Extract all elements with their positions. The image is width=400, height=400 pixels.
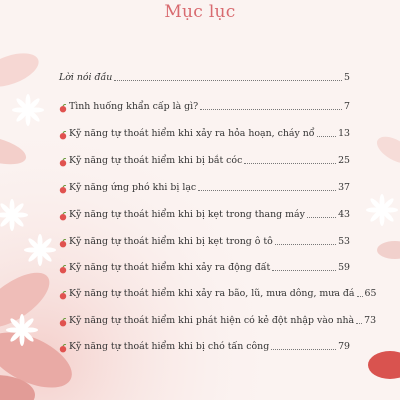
apple-icon — [59, 131, 69, 140]
toc-entry[interactable] — [59, 178, 350, 194]
dot-leader — [198, 190, 336, 191]
toc-entry-label: Kỹ năng tự thoát hiểm khi xảy ra động đất — [69, 262, 271, 273]
toc-entry-label: Tình huống khẩn cấp là gì? — [69, 101, 199, 112]
toc-entry-label: Kỹ năng tự thoát hiểm khi bị chó tấn công — [69, 341, 270, 352]
apple-icon — [59, 344, 69, 353]
dot-leader — [307, 217, 336, 218]
apple-icon — [59, 318, 69, 327]
dot-leader — [275, 244, 336, 245]
toc-entry-page: 7 — [344, 101, 350, 112]
dot-leader — [357, 296, 363, 297]
toc-entry-page: 79 — [338, 341, 350, 352]
toc-entry[interactable] — [59, 151, 350, 167]
dot-leader — [200, 109, 342, 110]
toc-entry-label: Kỹ năng tự thoát hiểm khi bị kẹt trong thang máy — [69, 209, 305, 220]
apple-icon — [59, 158, 69, 167]
dot-leader — [317, 136, 337, 137]
apple-icon — [59, 291, 69, 300]
toc-entry-page: 37 — [338, 182, 350, 193]
toc-entry-page: 5 — [344, 72, 350, 83]
dot-leader — [271, 349, 336, 350]
toc-entry[interactable] — [59, 232, 350, 248]
toc-entry-page: 53 — [338, 236, 350, 247]
toc-entry-page: 65 — [364, 288, 377, 299]
apple-icon — [59, 265, 69, 274]
apple-icon — [59, 212, 69, 221]
toc-entry[interactable] — [59, 97, 350, 113]
toc-entry[interactable] — [59, 284, 377, 300]
toc-entry[interactable] — [59, 205, 350, 221]
toc-entry-label: Kỹ năng tự thoát hiểm khi bị bắt cóc — [69, 155, 243, 166]
toc-entry-label: Kỹ năng tự thoát hiểm khi xảy ra hỏa hoạn, cháy nổ — [69, 128, 315, 139]
toc-entry-page: 43 — [338, 209, 350, 220]
toc-entry-page: 13 — [338, 128, 350, 139]
apple-icon — [59, 239, 69, 248]
toc-entry-page: 25 — [338, 155, 350, 166]
toc-entry[interactable] — [59, 68, 350, 84]
toc-entry-page: 59 — [338, 262, 350, 273]
toc-entry-label: Kỹ năng tự thoát hiểm khi xảy ra bão, lũ, mưa dông, mưa đá — [69, 288, 355, 299]
apple-icon — [59, 185, 69, 194]
dot-leader — [114, 80, 342, 81]
toc-entry-page: 73 — [364, 315, 377, 326]
toc-entry-label: Kỹ năng tự thoát hiểm khi bị kẹt trong ô tô — [69, 236, 273, 247]
toc-entry[interactable] — [59, 337, 350, 353]
toc-entry-label: Kỹ năng ứng phó khi bị lạc — [69, 182, 197, 193]
dot-leader — [272, 270, 336, 271]
toc-entry[interactable] — [59, 258, 350, 274]
dot-leader — [244, 163, 336, 164]
toc-entry-label: Kỹ năng tự thoát hiểm khi phát hiện có kẻ đột nhập vào nhà — [69, 315, 355, 326]
toc-entry[interactable] — [59, 311, 377, 327]
dot-leader — [356, 323, 362, 324]
apple-icon — [59, 104, 69, 113]
page-title: Mục lục — [164, 2, 236, 22]
toc-entry[interactable] — [59, 124, 350, 140]
toc-entry-label: Lời nói đầu — [59, 72, 113, 83]
